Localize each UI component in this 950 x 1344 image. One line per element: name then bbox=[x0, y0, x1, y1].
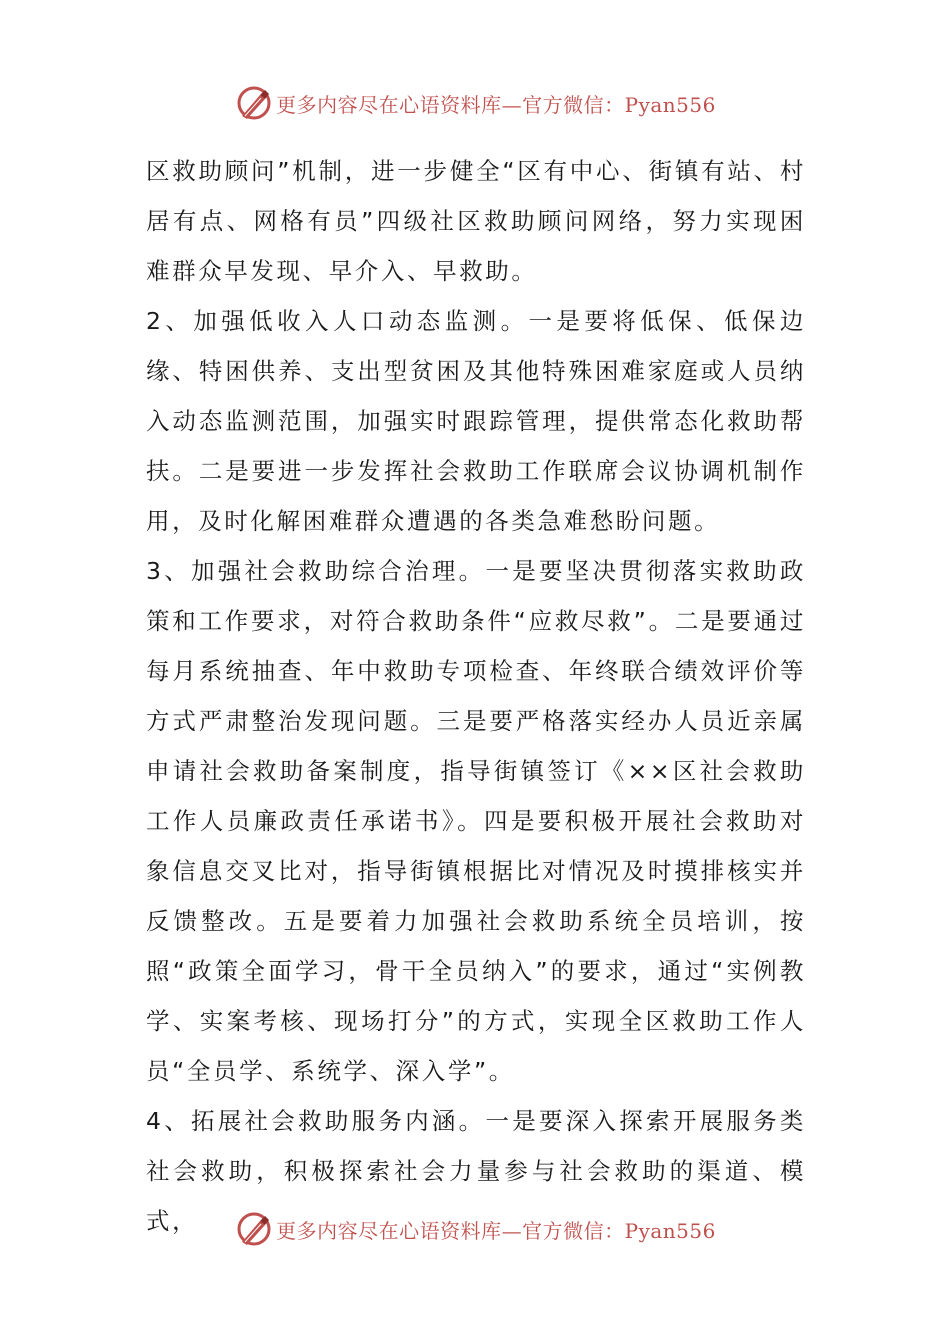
document-body bbox=[146, 146, 806, 1246]
paragraph-item-3: 3、加强社会救助综合治理。一是要坚决贯彻落实救助政策和工作要求，对符合救助条件“应救尽救”。二是要通过每月系统抽查、年中救助专项检查、年终联合绩效评价等方式严肃整治发现问题。三是要严格落实经办人员近亲属申请社会救助备案制度，指导街镇签订《××区社会救助工作人员廉政责任承诺书》。四是要积极开展社会救助对象信息交叉比对，指导街镇根据比对情况及时摸排核实并反馈整改。五是要着力加强社会救助系统全员培训，按照“政策全面学习，骨干全员纳入”的要求，通过“实例教学、实案考核、现场打分”的方式，实现全区救助工作人员“全员学、系统学、深入学”。 bbox=[146, 557, 806, 1085]
header-banner bbox=[0, 81, 950, 125]
paragraph-item-2: 2、加强低收入人口动态监测。一是要将低保、低保边缘、特困供养、支出型贫困及其他特殊困难家庭或人员纳入动态监测范围，加强实时跟踪管理，提供常态化救助帮扶。二是要进一步发挥社会救助工作联席会议协调机制作用，及时化解困难群众遭遇的各类急难愁盼问题。 bbox=[146, 307, 806, 535]
footer-banner-text: 更多内容尽在心语资料库—官方微信：Pyan556 bbox=[276, 1218, 716, 1243]
paragraph-continuation: 区救助顾问”机制，进一步健全“区有中心、街镇有站、村居有点、网格有员”四级社区救助顾问网络，努力实现困难群众早发现、早介入、早救助。 bbox=[146, 157, 806, 285]
paragraph-item-4: 4、拓展社会救助服务内涵。一是要深入探索开展服务类社会救助，积极探索社会力量参与社会救助的渠道、模式， bbox=[146, 1107, 806, 1235]
header-banner-text: 更多内容尽在心语资料库—官方微信：Pyan556 bbox=[276, 92, 716, 117]
footer-banner bbox=[0, 1207, 950, 1251]
pen-nib-logo-icon bbox=[234, 83, 274, 123]
pen-nib-logo-icon bbox=[234, 1209, 274, 1249]
